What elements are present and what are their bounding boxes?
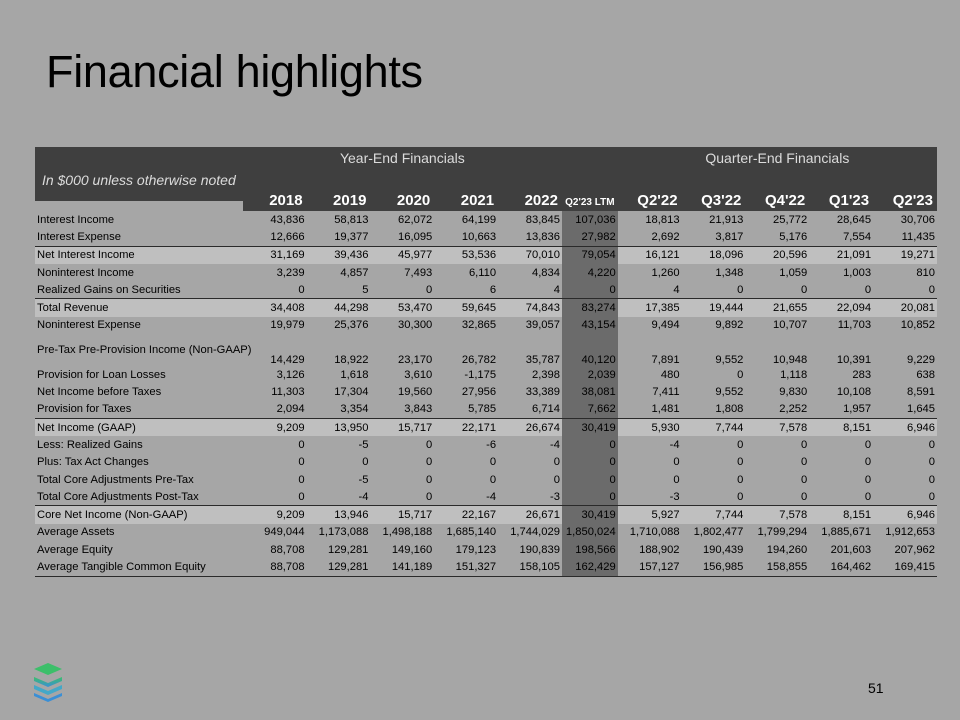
ltm-header: Q2'23 LTM [562,169,618,211]
table-row [35,264,937,281]
row-label: Interest Income [37,213,115,226]
value-cell: 3,817 [715,230,744,243]
value-cell: 5,930 [618,418,682,436]
value-cell: 7,578 [745,506,809,524]
value-cell: 1,260 [651,266,680,279]
value-cell: 0 [737,283,744,296]
value-cell: 17,304 [334,386,369,399]
value-cell: 88,708 [270,543,305,556]
value-cell: 6,946 [873,506,937,524]
value-cell: 9,494 [651,319,680,332]
financial-table-container [35,147,937,577]
value-cell: 6,946 [873,418,937,436]
value-cell: 88,708 [243,558,307,576]
year-header: 2020 [370,169,434,211]
value-cell: 1,912,653 [885,526,935,539]
value-cell: 5,785 [468,403,497,416]
value-cell: 0 [553,456,560,469]
value-cell: 0 [426,473,433,486]
value-cell: 26,671 [498,506,562,524]
value-cell: 7,744 [682,506,746,524]
value-cell: 3,610 [404,368,433,381]
value-cell: 0 [362,456,369,469]
value-cell: 194,260 [766,543,808,556]
ltm-value-cell: 30,419 [562,506,618,524]
value-cell: 8,151 [809,418,873,436]
value-cell: 190,439 [702,543,744,556]
value-cell: 8,591 [907,386,935,399]
table-row [35,541,937,558]
ltm-value-cell: 107,036 [562,211,618,228]
value-cell: 0 [801,490,808,503]
value-cell: 1,481 [651,403,680,416]
value-cell: 129,281 [307,558,371,576]
value-cell: 13,950 [307,418,371,436]
value-cell: 53,536 [434,246,498,264]
row-label: Realized Gains on Securities [37,283,181,296]
table-row [35,524,937,541]
ltm-value-cell: 2,039 [562,366,618,383]
value-cell: 22,167 [434,506,498,524]
value-cell: 0 [801,473,808,486]
value-cell: 638 [916,368,935,381]
value-cell: 33,389 [525,386,560,399]
value-cell: -6 [486,438,497,451]
table-row [35,436,937,453]
value-cell: 21,091 [809,246,873,264]
value-cell: 19,377 [334,230,369,243]
row-label: Pre-Tax Pre-Provision Income (Non-GAAP) [37,343,252,356]
year-header: 2021 [434,169,498,211]
value-cell: -3 [550,490,560,503]
value-cell: 53,470 [370,299,434,317]
value-cell: 201,603 [830,543,872,556]
value-cell: 0 [801,438,808,451]
value-cell: 0 [426,490,433,503]
value-cell: 9,229 [907,354,935,367]
value-cell: 1,685,140 [446,526,497,539]
value-cell: 2,692 [651,230,680,243]
row-label: Provision for Loan Losses [37,368,166,381]
value-cell: 1,498,188 [382,526,433,539]
value-cell: 0 [928,490,935,503]
value-cell: 27,956 [461,386,497,399]
table-row [35,401,937,419]
value-cell: 39,057 [525,319,560,332]
row-label: Total Core Adjustments Pre-Tax [37,473,194,486]
table-row [35,418,937,436]
value-cell: 12,666 [270,230,305,243]
ltm-value-cell: 0 [562,471,618,488]
value-cell: 16,121 [618,246,682,264]
table-row [35,454,937,471]
slide-title: Financial highlights [46,46,423,97]
value-cell: 19,271 [873,246,937,264]
value-cell: 25,376 [334,319,369,332]
value-cell: 64,199 [461,213,497,226]
table-row [35,471,937,488]
value-cell: 39,436 [307,246,371,264]
value-cell: 16,095 [398,230,433,243]
value-cell: 0 [298,490,305,503]
row-label: Total Revenue [35,299,243,317]
value-cell: 129,281 [327,543,369,556]
value-cell: 10,852 [900,319,935,332]
value-cell: 1,957 [843,403,872,416]
value-cell: 1,802,477 [693,526,744,539]
value-cell: 0 [298,283,305,296]
value-cell: 5,927 [618,506,682,524]
value-cell: 35,787 [525,354,560,367]
table-row [35,383,937,400]
table-row [35,558,937,576]
value-cell: 0 [801,283,808,296]
value-cell: 0 [298,438,305,451]
value-cell: 18,096 [682,246,746,264]
table-row [35,488,937,506]
value-cell: 25,772 [773,213,808,226]
value-cell: 59,645 [434,299,498,317]
value-cell: 3,843 [404,403,433,416]
value-cell: 158,105 [498,558,562,576]
ltm-value-cell: 40,120 [562,334,618,366]
value-cell: 9,209 [243,418,307,436]
value-cell: 10,663 [461,230,497,243]
value-cell: 26,674 [498,418,562,436]
value-cell: -1,175 [464,368,497,381]
value-cell: 7,493 [404,266,433,279]
value-cell: 26,782 [461,354,497,367]
value-cell: 13,836 [525,230,560,243]
value-cell: 3,354 [340,403,369,416]
value-cell: -4 [550,438,560,451]
ltm-group-spacer [562,147,618,169]
value-cell: 1,710,088 [629,526,680,539]
value-cell: 9,892 [715,319,744,332]
financial-table [35,147,937,577]
period-header-row [35,169,937,211]
value-cell: 179,123 [455,543,497,556]
value-cell: 22,094 [809,299,873,317]
stacked-layers-icon [32,663,64,703]
value-cell: 0 [426,456,433,469]
ltm-value-cell: 79,054 [562,246,618,264]
value-cell: 0 [801,456,808,469]
row-label: Noninterest Income [37,266,135,279]
value-cell: 18,813 [645,213,680,226]
value-cell: 480 [660,368,680,381]
row-label: Net Income before Taxes [37,386,162,399]
value-cell: 13,946 [307,506,371,524]
value-cell: 1,059 [779,266,808,279]
row-label: Less: Realized Gains [37,438,143,451]
value-cell: 158,855 [745,558,809,576]
value-cell: 21,913 [709,213,744,226]
value-cell: 6,110 [468,266,497,279]
ltm-value-cell: 0 [562,454,618,471]
value-cell: 5,176 [779,230,808,243]
value-cell: 1,645 [907,403,935,416]
table-body [35,211,937,576]
row-label: Total Core Adjustments Post-Tax [37,490,199,503]
value-cell: 43,836 [270,213,305,226]
value-cell: 8,151 [809,506,873,524]
row-label: Noninterest Expense [37,319,141,332]
value-cell: 0 [489,473,497,486]
value-cell: 0 [928,473,935,486]
value-cell: 14,429 [270,354,305,367]
value-cell: 30,300 [398,319,433,332]
value-cell: 20,596 [745,246,809,264]
value-cell: 11,703 [837,319,872,332]
value-cell: 11,435 [901,230,935,243]
value-cell: 30,706 [900,213,935,226]
value-cell: 15,717 [370,506,434,524]
value-cell: 7,744 [682,418,746,436]
value-cell: 10,108 [836,386,872,399]
value-cell: -3 [669,490,680,503]
value-cell: 149,160 [391,543,433,556]
row-label: Net Interest Income [35,246,243,264]
value-cell: 0 [864,283,872,296]
table-row [35,334,937,366]
value-cell: 810 [916,266,935,279]
value-cell: 3,239 [276,266,305,279]
value-cell: 0 [426,438,433,451]
table-row [35,317,937,334]
value-cell: 2,398 [531,368,560,381]
value-cell: 2,094 [276,403,305,416]
year-header: 2018 [243,169,307,211]
value-cell: 15,717 [370,418,434,436]
value-cell: 1,808 [715,403,744,416]
quarter-end-group-header: Quarter-End Financials [618,147,937,169]
ltm-value-cell: 83,274 [562,299,618,317]
value-cell: -4 [486,490,497,503]
year-header: 2022 [498,169,562,211]
unit-note: In $000 unless otherwise noted [35,159,243,201]
row-label: Average Tangible Common Equity [35,558,243,576]
row-label: Net Income (GAAP) [35,418,243,436]
value-cell: 207,962 [894,543,935,556]
value-cell: 0 [737,473,744,486]
row-label: Plus: Tax Act Changes [37,456,149,469]
value-cell: 58,813 [334,213,369,226]
value-cell: 44,298 [307,299,371,317]
value-cell: 1,003 [843,266,872,279]
value-cell: 18,922 [334,354,369,367]
value-cell: 31,169 [243,246,307,264]
ltm-value-cell: 43,154 [562,317,618,334]
value-cell: 0 [553,473,560,486]
value-cell: 28,645 [836,213,872,226]
value-cell: 0 [426,283,433,296]
value-cell: 0 [864,473,872,486]
value-cell: 19,560 [398,386,433,399]
value-cell: 19,444 [682,299,746,317]
value-cell: 190,839 [519,543,560,556]
quarter-header: Q2'23 [873,169,937,211]
ltm-value-cell: 162,429 [562,558,618,576]
table-row [35,366,937,383]
row-label: Core Net Income (Non-GAAP) [35,506,243,524]
value-cell: 22,171 [434,418,498,436]
row-label: Provision for Taxes [37,403,132,416]
ltm-value-cell: 0 [562,488,618,506]
year-end-group-header: Year-End Financials [243,147,562,169]
value-cell: 1,885,671 [821,526,872,539]
table-row [35,211,937,228]
value-cell: 0 [864,490,872,503]
value-cell: 32,865 [461,319,497,332]
ltm-value-cell: 1,850,024 [562,524,618,541]
value-cell: -4 [358,490,369,503]
page-number: 51 [868,680,884,696]
ltm-value-cell: 38,081 [562,383,618,400]
ltm-value-cell: 7,662 [562,401,618,419]
value-cell: 6 [489,283,497,296]
ltm-value-cell: 27,982 [562,228,618,246]
value-cell: 0 [737,438,744,451]
value-cell: 62,072 [398,213,433,226]
value-cell: 7,891 [651,354,680,367]
value-cell: 7,554 [843,230,872,243]
value-cell: 949,044 [264,526,305,539]
value-cell: 10,391 [836,354,872,367]
value-cell: -5 [358,438,369,451]
quarter-header: Q1'23 [809,169,873,211]
value-cell: 6,714 [531,403,560,416]
value-cell: 45,977 [370,246,434,264]
value-cell: 70,010 [498,246,562,264]
value-cell: 11,303 [271,386,305,399]
value-cell: 0 [864,456,872,469]
value-cell: 3,126 [276,368,305,381]
ltm-value-cell: 4,220 [562,264,618,281]
table-row [35,281,937,299]
value-cell: 83,845 [525,213,560,226]
value-cell: -5 [358,473,369,486]
ltm-value-cell: 30,419 [562,418,618,436]
value-cell: 0 [864,438,872,451]
value-cell: 7,578 [745,418,809,436]
value-cell: 188,902 [639,543,680,556]
row-label: Interest Expense [37,230,121,243]
value-cell: 9,552 [715,386,744,399]
value-cell: 1,744,029 [510,526,560,539]
value-cell: 4 [553,283,560,296]
value-cell: 0 [298,456,305,469]
value-cell: 17,385 [618,299,682,317]
value-cell: -4 [669,438,680,451]
row-label: Average Assets [37,526,115,539]
value-cell: 0 [489,456,497,469]
value-cell: 23,170 [398,354,433,367]
value-cell: 5 [362,283,369,296]
quarter-header: Q2'22 [618,169,682,211]
value-cell: 34,408 [243,299,307,317]
value-cell: 9,209 [243,506,307,524]
value-cell: 0 [673,473,680,486]
value-cell: 141,189 [370,558,434,576]
value-cell: 10,707 [773,319,808,332]
value-cell: 4 [673,283,680,296]
value-cell: 4,857 [340,266,369,279]
value-cell: 9,552 [715,354,744,367]
table-row [35,246,937,264]
value-cell: 2,252 [779,403,808,416]
table-row [35,228,937,246]
value-cell: 1,118 [780,368,808,381]
ltm-value-cell: 0 [562,436,618,453]
value-cell: 169,415 [873,558,937,576]
value-cell: 0 [737,456,744,469]
row-label: Average Equity [37,543,113,556]
value-cell: 0 [928,283,935,296]
value-cell: 157,127 [618,558,682,576]
value-cell: 0 [737,490,744,503]
value-cell: 0 [298,473,305,486]
value-cell: 20,081 [873,299,937,317]
year-header: 2019 [307,169,371,211]
quarter-header: Q4'22 [745,169,809,211]
value-cell: 0 [928,438,935,451]
value-cell: 0 [928,456,935,469]
table-row [35,299,937,317]
value-cell: 164,462 [809,558,873,576]
value-cell: 10,948 [773,354,808,367]
value-cell: 7,411 [652,386,680,399]
value-cell: 0 [673,456,680,469]
value-cell: 21,655 [745,299,809,317]
value-cell: 1,618 [340,368,369,381]
value-cell: 156,985 [682,558,746,576]
ltm-value-cell: 0 [562,281,618,299]
value-cell: 1,799,294 [757,526,808,539]
ltm-value-cell: 198,566 [562,541,618,558]
value-cell: 1,348 [715,266,744,279]
value-cell: 9,830 [779,386,808,399]
value-cell: 74,843 [498,299,562,317]
value-cell: 4,834 [531,266,560,279]
value-cell: 151,327 [434,558,498,576]
value-cell: 283 [852,368,872,381]
value-cell: 1,173,088 [318,526,369,539]
table-row [35,506,937,524]
quarter-header: Q3'22 [682,169,746,211]
value-cell: 0 [737,368,744,381]
value-cell: 19,979 [270,319,305,332]
